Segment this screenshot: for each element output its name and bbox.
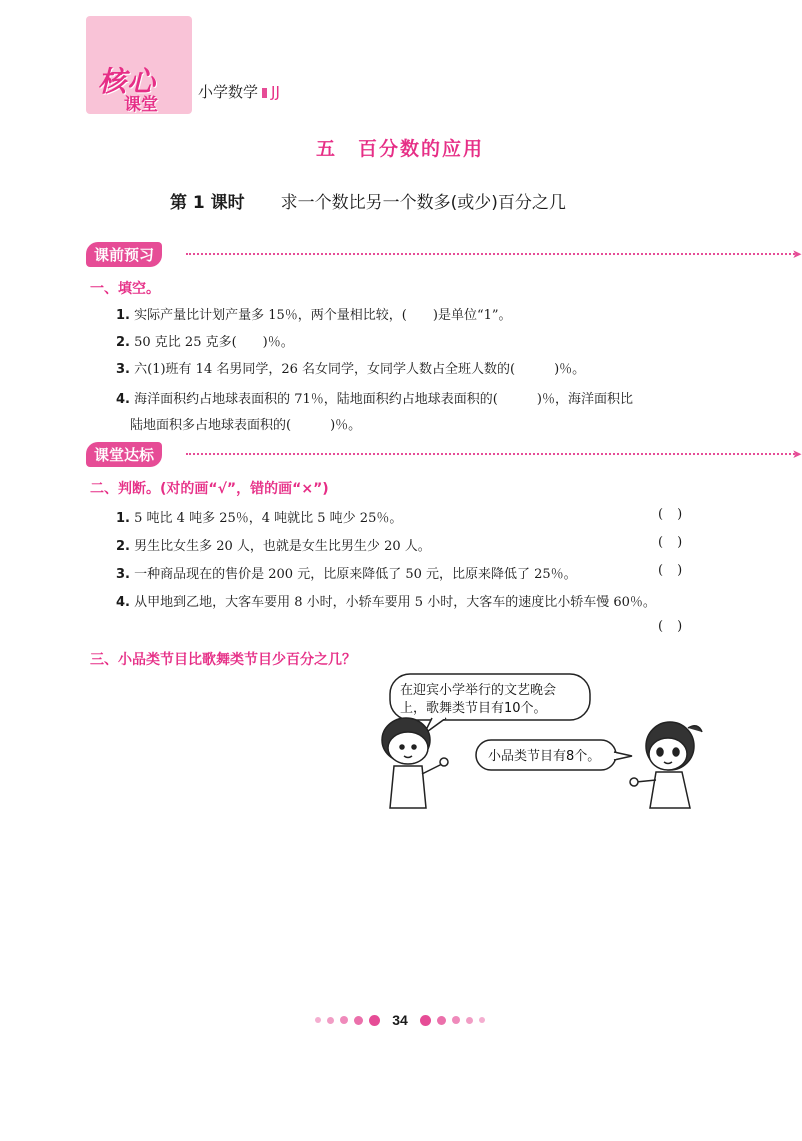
bubble-girl-text: 小品类节目有8个。 <box>488 749 601 764</box>
banner-preview-label: 课前预习 <box>86 242 162 267</box>
dot-icon <box>315 1017 321 1023</box>
list-item: 4. 海洋面积约占地球表面积的 71％，陆地面积约占地球表面积的( )％，海洋面积比 <box>116 392 633 407</box>
list-item: 2. 男生比女生多 20 人，也就是女生比男生少 20 人。 <box>116 539 431 554</box>
lesson-number: 第 1 课时 <box>170 193 245 213</box>
girl-figure <box>630 722 702 808</box>
list-item: 1. 实际产量比计划产量多 15％，两个量相比较，( )是单位“1”。 <box>116 308 512 323</box>
edition-label: JJ <box>271 83 280 101</box>
answer-bracket[interactable]: () <box>658 507 697 522</box>
dotted-divider <box>186 253 798 255</box>
dotted-divider <box>186 453 798 455</box>
dot-icon <box>340 1016 348 1024</box>
dot-icon <box>354 1016 363 1025</box>
list-item: 2. 50 克比 25 克多( )％。 <box>116 335 294 350</box>
dot-icon <box>327 1017 334 1024</box>
answer-bracket[interactable]: () <box>658 563 697 578</box>
list-item: 4. 从甲地到乙地，大客车要用 8 小时，小轿车要用 5 小时，大客车的速度比小轿车慢 60％。 <box>116 595 656 610</box>
arrow-right-icon: ➤ <box>792 247 802 261</box>
bubble-boy-line1: 在迎宾小学举行的文艺晚会 <box>400 683 557 698</box>
logo-text: 核心 <box>98 65 157 98</box>
answer-bracket[interactable]: () <box>658 535 697 550</box>
banner-preview <box>86 242 802 266</box>
page-number: 34 <box>392 1012 408 1028</box>
arrow-right-icon: ➤ <box>792 447 802 461</box>
list-item: 3. 一种商品现在的售价是 200 元，比原来降低了 50 元，比原来降低了 25％。 <box>116 567 577 582</box>
lesson-title <box>170 188 566 213</box>
list-item: 3. 六(1)班有 14 名男同学，26 名女同学，女同学人数占全班人数的( )％。 <box>116 362 586 377</box>
banner-class <box>86 442 802 466</box>
chapter-title: 五 百分数的应用 <box>315 138 484 160</box>
subject-label <box>198 81 280 102</box>
speech-bubble-girl <box>476 740 632 770</box>
banner-class-label: 课堂达标 <box>86 442 162 467</box>
lesson-name: 求一个数比另一个数多(或少)百分之几 <box>280 193 566 213</box>
dot-icon <box>369 1015 380 1026</box>
list-item-continued: 陆地面积多占地球表面积的( )％。 <box>130 418 362 433</box>
section-2-heading: 二、判断。(对的画“√”，错的画“×”) <box>90 481 329 497</box>
answer-bracket[interactable]: () <box>658 619 697 634</box>
page-footer <box>0 1012 800 1028</box>
subject-name: 小学数学 <box>198 83 259 101</box>
section-3-heading: 三、小品类节目比歌舞类节目少百分之几？ <box>90 652 356 668</box>
separator-icon <box>262 88 267 98</box>
dot-icon <box>420 1015 431 1026</box>
dot-icon <box>466 1017 473 1024</box>
logo-subtext: 课堂 <box>124 95 158 115</box>
section-1-heading: 一、填空。 <box>90 281 160 297</box>
dot-icon <box>479 1017 485 1023</box>
list-item: 1. 5 吨比 4 吨多 25％，4 吨就比 5 吨少 25％。 <box>116 511 403 526</box>
boy-figure <box>382 718 448 808</box>
dot-icon <box>437 1016 446 1025</box>
dot-icon <box>452 1016 460 1024</box>
bubble-boy-line2: 上，歌舞类节目有10个。 <box>400 701 547 716</box>
cartoon-illustration <box>380 670 710 810</box>
